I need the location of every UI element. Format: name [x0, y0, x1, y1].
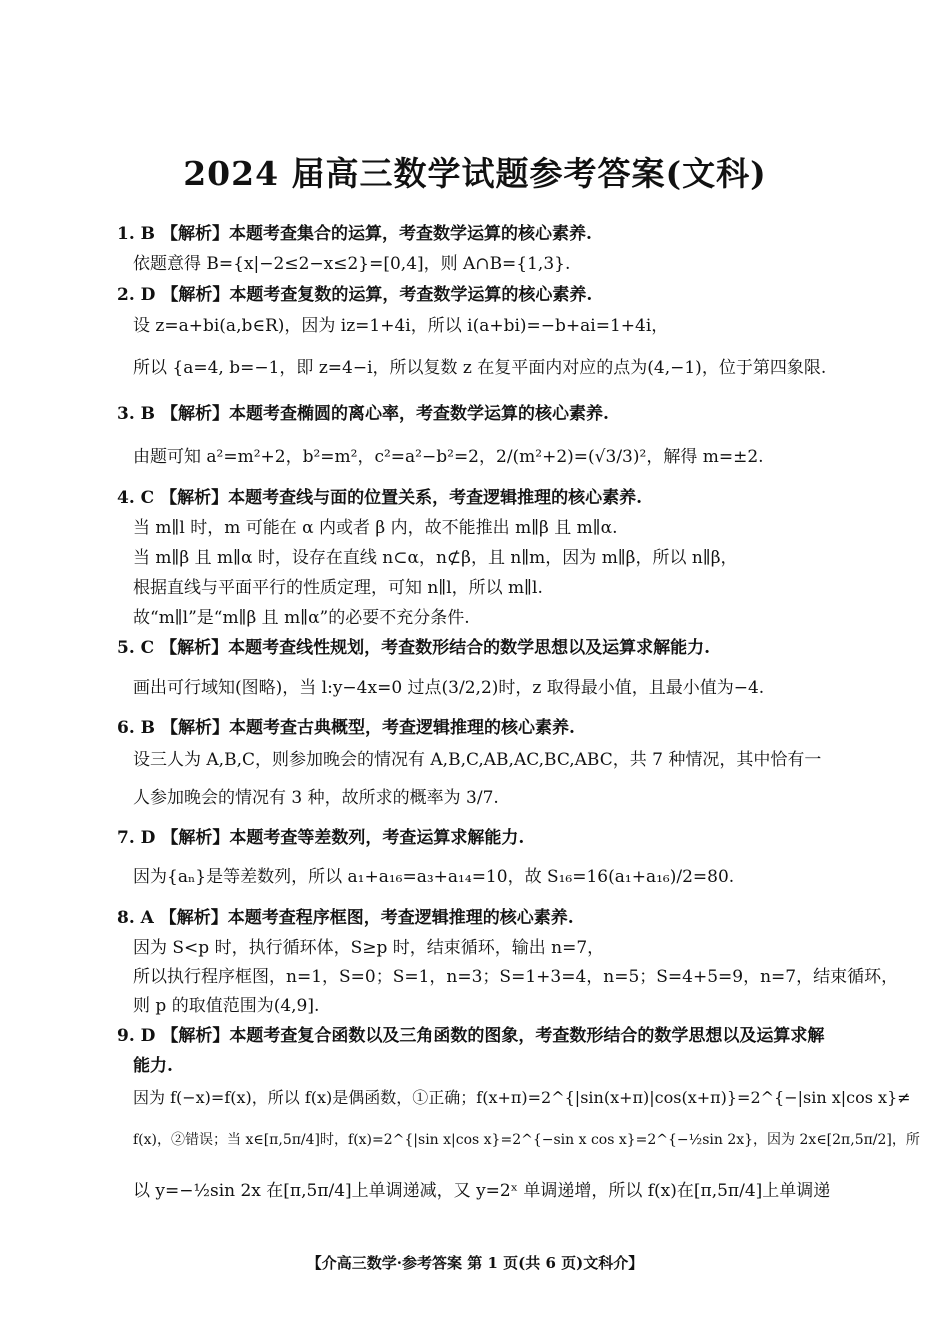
- q3-line-2: 由题可知 a²=m²+2，b²=m²，c²=a²−b²=2，2/(m²+2)=(√3/3)²，解得 m=±2.: [133, 447, 764, 467]
- q2-line-1: 2. D 【解析】本题考查复数的运算，考查数学运算的核心素养.: [117, 285, 593, 305]
- q9-line-1: 9. D 【解析】本题考查复合函数以及三角函数的图象，考查数形结合的数学思想以及运算求解: [117, 1026, 825, 1046]
- page-title: 2024 届高三数学试题参考答案(文科): [183, 154, 767, 193]
- q6-line-2: 设三人为 A,B,C，则参加晚会的情况有 A,B,C,AB,AC,BC,ABC，共 7 种情况，其中恰有一: [133, 750, 822, 770]
- q2-line-2: 设 z=a+bi(a,b∈R)，因为 iz=1+4i，所以 i(a+bi)=−b+ai=1+4i，: [133, 316, 669, 336]
- q6-line-3: 人参加晚会的情况有 3 种，故所求的概率为 3/7.: [133, 788, 499, 808]
- q4-line-4: 根据直线与平面平行的性质定理，可知 n∥l，所以 m∥l.: [133, 578, 543, 598]
- q9-line-4: f(x)，②错误；当 x∈[π,5π/4]时，f(x)=2^{|sin x|cos x}=2^{−sin x cos x}=2^{−½sin 2x}，因为 2x∈[2π,5π/2]，所: [133, 1132, 920, 1148]
- q1-line-1: 1. B 【解析】本题考查集合的运算，考查数学运算的核心素养.: [117, 224, 592, 244]
- q8-line-4: 则 p 的取值范围为(4,9].: [133, 996, 320, 1016]
- q1-line-2: 依题意得 B={x|−2≤2−x≤2}=[0,4]，则 A∩B={1,3}.: [133, 254, 571, 274]
- page-footer: 【介高三数学·参考答案 第 1 页(共 6 页)文科介】: [306, 1254, 644, 1272]
- q7-line-2: 因为{aₙ}是等差数列，所以 a₁+a₁₆=a₃+a₁₄=10，故 S₁₆=16(a₁+a₁₆)/2=80.: [133, 867, 735, 887]
- q8-line-3: 所以执行程序框图，n=1，S=0；S=1，n=3；S=1+3=4，n=5；S=4+5=9，n=7，结束循环，: [133, 967, 899, 987]
- q9-line-2: 能力.: [133, 1056, 173, 1076]
- q7-line-1: 7. D 【解析】本题考查等差数列，考查运算求解能力.: [117, 828, 525, 848]
- q8-line-2: 因为 S<p 时，执行循环体，S≥p 时，结束循环，输出 n=7，: [133, 938, 605, 958]
- q9-line-5: 以 y=−½sin 2x 在[π,5π/4]上单调递减，又 y=2ˣ 单调递增，所以 f(x)在[π,5π/4]上单调递: [133, 1181, 831, 1201]
- q4-line-5: 故“m∥l”是“m∥β 且 m∥α”的必要不充分条件.: [133, 608, 470, 628]
- q8-line-1: 8. A 【解析】本题考查程序框图，考查逻辑推理的核心素养.: [117, 908, 574, 928]
- q4-line-3: 当 m∥β 且 m∥α 时，设存在直线 n⊂α，n⊄β，且 n∥m，因为 m∥β，所以 n∥β，: [133, 548, 738, 568]
- q3-line-1: 3. B 【解析】本题考查椭圆的离心率，考查数学运算的核心素养.: [117, 404, 609, 424]
- q2-line-3: 所以 {a=4, b=−1，即 z=4−i，所以复数 z 在复平面内对应的点为(4,−1)，位于第四象限.: [133, 358, 827, 378]
- q6-line-1: 6. B 【解析】本题考查古典概型，考查逻辑推理的核心素养.: [117, 718, 575, 738]
- q9-line-3: 因为 f(−x)=f(x)，所以 f(x)是偶函数，①正确；f(x+π)=2^{|sin(x+π)|cos(x+π)}=2^{−|sin x|cos x}≠: [133, 1088, 911, 1107]
- q5-line-2: 画出可行域知(图略)，当 l:y−4x=0 过点(3/2,2)时，z 取得最小值，且最小值为−4.: [133, 678, 765, 698]
- q4-line-1: 4. C 【解析】本题考查线与面的位置关系，考查逻辑推理的核心素养.: [117, 488, 643, 508]
- q4-line-2: 当 m∥l 时，m 可能在 α 内或者 β 内，故不能推出 m∥β 且 m∥α.: [133, 518, 618, 538]
- q5-line-1: 5. C 【解析】本题考查线性规划，考查数形结合的数学思想以及运算求解能力.: [117, 638, 711, 658]
